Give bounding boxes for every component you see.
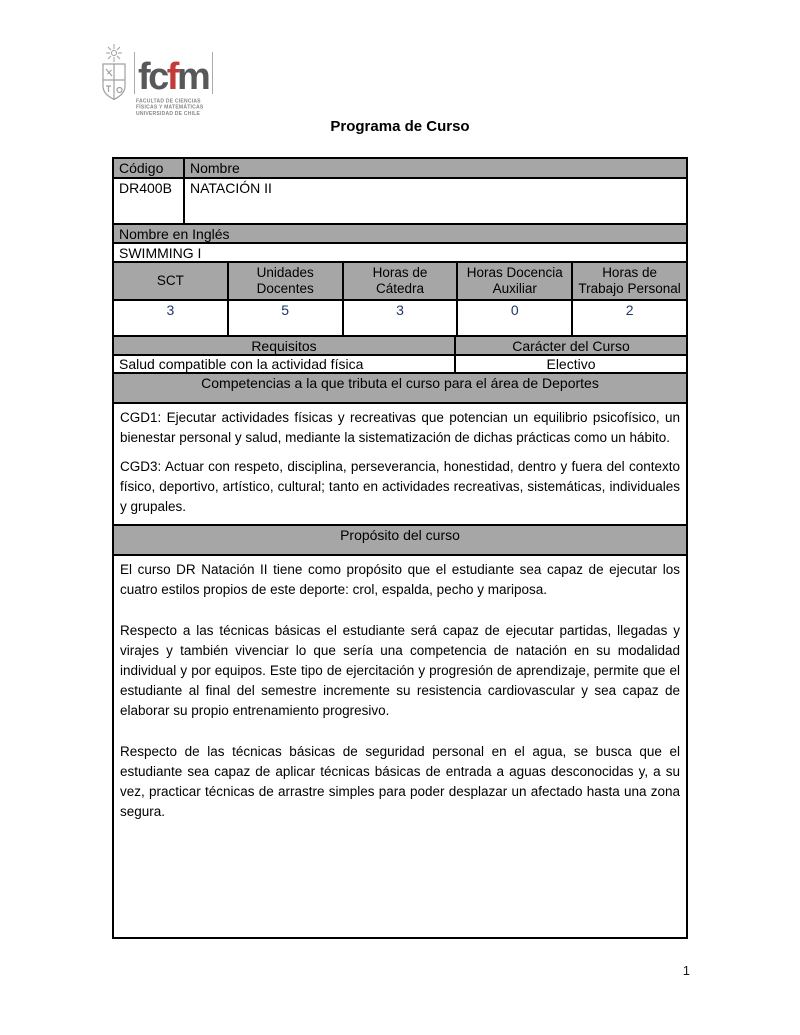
horas-trabajo-personal-value-cell: 2 xyxy=(625,302,634,318)
table-row-proposito-body xyxy=(114,556,686,937)
wordmark-part-red: f xyxy=(166,55,177,98)
table-row-competencias-body xyxy=(114,404,686,526)
proposito-paragraph: El curso DR Natación II tiene como propósito que el estudiante sea capaz de ejecutar los cuatro estilos propios de este deporte: crol, espalda, pecho y mariposa. xyxy=(120,562,680,597)
course-program-table xyxy=(112,157,688,939)
table-row-english-value xyxy=(114,244,686,263)
fcfm-wordmark xyxy=(134,52,213,98)
table-row-english-header xyxy=(114,225,686,244)
competencia-paragraph-cgd3: CGD3: Actuar con respeto, disciplina, perseverancia, honestidad, dentro y fuera del contexto físico, deportivo, artístico, cultural; tanto en actividades recreativas, sistemáticas, individuales y grupales. xyxy=(120,459,680,514)
proposito-body-cell xyxy=(114,556,686,937)
table-row-credit-values xyxy=(114,301,686,337)
proposito-paragraph: Respecto de las técnicas básicas de seguridad personal en el agua, se busca que el estudiante sea capaz de aplicar técnicas básicas de entrada a aguas desconocidas y, a su vez, practicar técnicas de arrastre simples para poder desplazar un afectado hasta una zona segura. xyxy=(120,744,680,819)
horas-docencia-auxiliar-value-cell: 0 xyxy=(458,301,573,335)
university-shield-icon xyxy=(98,44,130,108)
table-row-requisitos-caracter-values xyxy=(114,356,686,374)
table-row-code-name-values xyxy=(114,179,686,225)
requisitos-header-cell: Requisitos xyxy=(114,337,456,354)
competencia-paragraph-cgd1: CGD1: Ejecutar actividades físicas y recreativas que potencian un equilibrio psicofísico, un bienestar personal y salud, mediante la sistematización de dichas prácticas como un hábito. xyxy=(120,410,680,445)
unidades-docentes-value-cell: 5 xyxy=(229,301,344,335)
logo-org-line: UNIVERSIDAD DE CHILE xyxy=(136,110,201,116)
table-row-credit-headers xyxy=(114,263,686,301)
table-row-competencias-header xyxy=(114,374,686,404)
horas-docencia-auxiliar-header-cell: Horas Docencia Auxiliar xyxy=(458,263,573,299)
competencias-body-cell xyxy=(114,404,686,524)
unidades-docentes-header-cell: Unidades Docentes xyxy=(229,263,344,299)
nombre-value-cell: NATACIÓN II xyxy=(190,180,272,196)
requisitos-value-cell: Salud compatible con la actividad física xyxy=(114,356,456,372)
codigo-value-cell: DR400B xyxy=(114,179,185,223)
horas-catedra-value-cell: 3 xyxy=(344,301,459,335)
codigo-header-cell: Código xyxy=(114,159,185,177)
sct-header-cell: SCT xyxy=(114,263,229,299)
table-row-code-name-header xyxy=(114,159,686,179)
page-title: Programa de Curso xyxy=(330,118,470,135)
horas-catedra-header-cell: Horas de Cátedra xyxy=(344,263,459,299)
logo-org-name xyxy=(136,98,203,116)
caracter-value-cell: Electivo xyxy=(546,356,596,372)
proposito-header-cell: Propósito del curso xyxy=(114,526,686,554)
table-row-proposito-header xyxy=(114,526,686,556)
caracter-header-cell: Carácter del Curso xyxy=(456,337,686,354)
fcfm-logo xyxy=(98,44,218,116)
english-name-header-cell: Nombre en Inglés xyxy=(114,225,686,242)
page-number: 1 xyxy=(682,963,690,978)
proposito-paragraph: Respecto a las técnicas básicas el estudiante será capaz de ejecutar partidas, llegadas y virajes y también vivenciar lo que sería una competencia de natación en su modalidad individual y por equipos. Este tipo de ejercitación y progresión de aprendizaje, permite que el estudiante al final del semestre incremente su resistencia cardiovascular y sea capaz de elaborar su propio entrenamiento progresivo. xyxy=(120,623,680,718)
horas-trabajo-personal-header-cell: Horas de Trabajo Personal xyxy=(573,263,686,299)
wordmark-part: m xyxy=(176,55,209,98)
wordmark-part: fc xyxy=(138,55,167,98)
nombre-header-cell: Nombre xyxy=(185,159,686,177)
competencias-header-cell: Competencias a la que tributa el curso para el área de Deportes xyxy=(114,374,686,402)
english-name-value-cell: SWIMMING I xyxy=(119,244,202,261)
table-row-requisitos-caracter-header xyxy=(114,337,686,356)
logo-org-line: FACULTAD DE CIENCIAS xyxy=(136,98,201,104)
sct-value-cell: 3 xyxy=(114,301,229,335)
logo-org-line: FÍSICAS Y MATEMÁTICAS xyxy=(136,104,204,110)
